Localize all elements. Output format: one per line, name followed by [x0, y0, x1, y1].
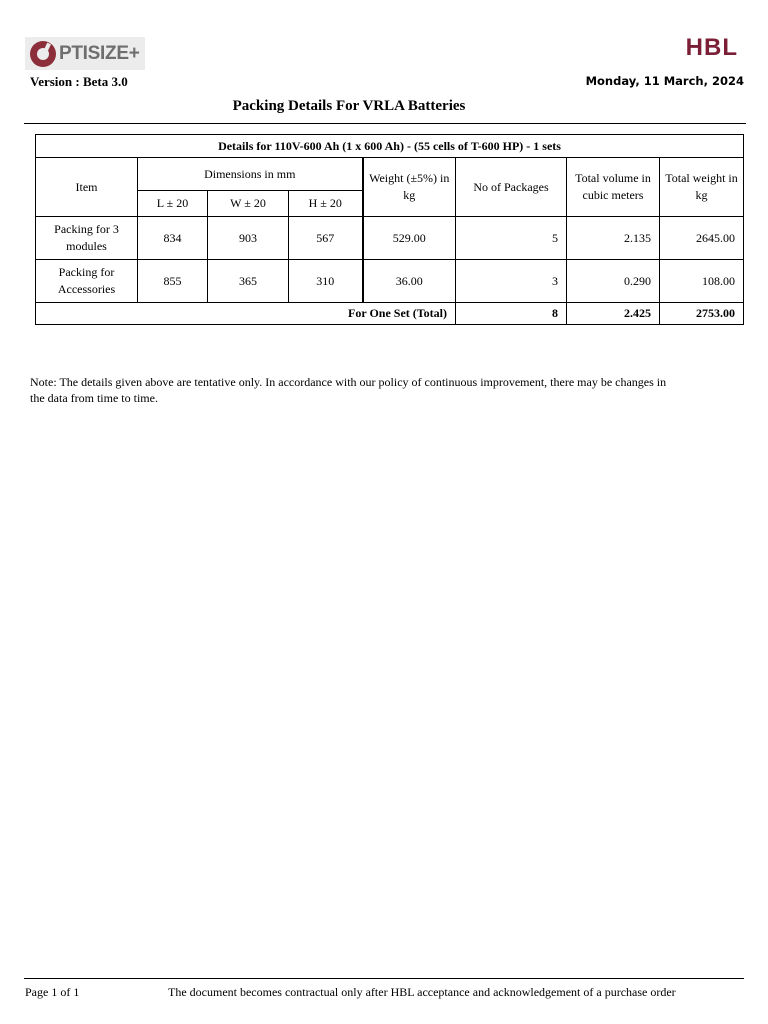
cell-total-weight: 2645.00 [660, 217, 744, 260]
cell-height: 567 [289, 217, 363, 260]
total-packages: 8 [456, 303, 567, 325]
cell-length: 834 [138, 217, 208, 260]
header-width: W ± 20 [208, 191, 289, 217]
footer-divider [24, 978, 744, 979]
optisize-logo [25, 37, 145, 70]
cell-item: Packing for Accessories [36, 260, 138, 303]
header-height: H ± 20 [289, 191, 363, 217]
cell-length: 855 [138, 260, 208, 303]
cell-packages: 5 [456, 217, 567, 260]
page-title: Packing Details For VRLA Batteries [232, 98, 466, 114]
header-divider [24, 123, 746, 124]
header-length: L ± 20 [138, 191, 208, 217]
cell-weight: 529.00 [363, 217, 456, 260]
header-item: Item [36, 158, 138, 217]
packing-table [35, 134, 744, 325]
page-number: Page 1 of 1 [25, 985, 80, 999]
cell-volume: 2.135 [567, 217, 660, 260]
header-weight: Weight (±5%) in kg [363, 158, 456, 217]
header-volume: Total volume in cubic meters [567, 158, 660, 217]
cell-packages: 3 [456, 260, 567, 303]
table-row [36, 217, 744, 260]
cell-height: 310 [289, 260, 363, 303]
document-date: Monday, 11 March, 2024 [585, 74, 744, 88]
cell-weight: 36.00 [363, 260, 456, 303]
header-packages: No of Packages [456, 158, 567, 217]
header-total-weight: Total weight in kg [660, 158, 744, 217]
cell-item: Packing for 3 modules [36, 217, 138, 260]
optisize-logo-text: PTISIZE+ [59, 43, 140, 64]
header-dimensions: Dimensions in mm [138, 158, 363, 191]
table-row [36, 260, 744, 303]
total-volume: 2.425 [567, 303, 660, 325]
cell-volume: 0.290 [567, 260, 660, 303]
total-weight: 2753.00 [660, 303, 744, 325]
footer-disclaimer: The document becomes contractual only after HBL acceptance and acknowledgement of a purchase order [168, 985, 676, 999]
total-label: For One Set (Total) [36, 303, 456, 325]
cell-width: 903 [208, 217, 289, 260]
table-caption: Details for 110V-600 Ah (1 x 600 Ah) - (55 cells of T-600 HP) - 1 sets [36, 135, 744, 158]
hbl-logo: HBL [685, 34, 738, 61]
cell-width: 365 [208, 260, 289, 303]
version-label: Version : Beta 3.0 [30, 74, 128, 89]
cell-total-weight: 108.00 [660, 260, 744, 303]
optisize-logo-icon [30, 41, 56, 67]
disclaimer-note: Note: The details given above are tentative only. In accordance with our policy of continuous improvement, there may be changes in the data from time to time. [30, 375, 667, 405]
total-row [36, 303, 744, 325]
